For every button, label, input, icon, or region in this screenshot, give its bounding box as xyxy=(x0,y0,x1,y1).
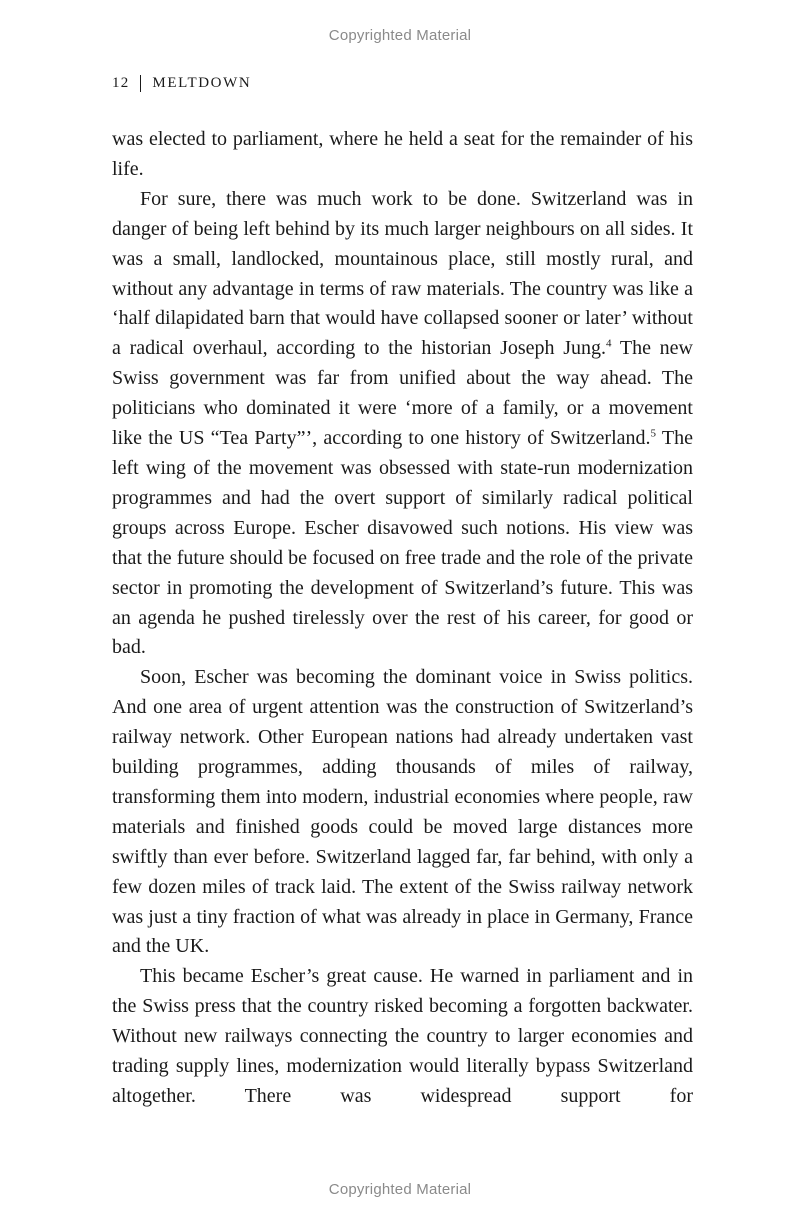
copyright-watermark-bottom: Copyrighted Material xyxy=(328,1181,472,1198)
paragraph-1: was elected to parliament, where he held a seat for the remainder of his life. xyxy=(112,128,693,180)
paragraph-2-part-c: The left wing of the movement was obsessed with state-run modernization programmes and had the overt support of similarly radical political groups across Europe. Escher disavowed such notions. His view was that the future should be focused on free trade and the role of the private sector in promoting the development of Switzerland’s future. This was an agenda he pushed tirelessly over the rest of his career, for good or bad. xyxy=(112,427,693,659)
paragraph-4: This became Escher’s great cause. He warned in parliament and in the Swiss press that the country risked becoming a forgotten backwater. Without new railways connecting the country to larger economies and trading supply lines, modernization would literally bypass Switzerland altogether. There was widespread support for xyxy=(112,965,693,1107)
body-text xyxy=(112,125,693,1112)
header-separator xyxy=(140,75,141,92)
running-head xyxy=(112,75,251,92)
paragraph-3: Soon, Escher was becoming the dominant voice in Swiss politics. And one area of urgent attention was the construction of Switzerland’s railway network. Other European nations had already undertaken vast building programmes, adding thousands of miles of railway, transforming them into modern, industrial economies where people, raw materials and finished goods could be moved large distances more swiftly than ever before. Switzerland lagged far, far behind, with only a few dozen miles of track laid. The extent of the Swiss railway network was just a tiny fraction of what was already in place in Germany, France and the UK. xyxy=(112,666,693,958)
paragraph-2-part-a: For sure, there was much work to be done. Switzerland was in danger of being left behind by its much larger neighbours on all sides. It was a small, landlocked, mountainous place, still mostly rural, and without any advantage in terms of raw materials. The country was like a ‘half dilapidated barn that would have collapsed sooner or later’ without a radical overhaul, according to the historian Joseph Jung. xyxy=(112,187,693,360)
copyright-watermark-top: Copyrighted Material xyxy=(328,27,472,44)
paragraph-2 xyxy=(112,185,693,664)
page-number: 12 xyxy=(112,75,130,91)
book-title: MELTDOWN xyxy=(152,75,252,91)
footnote-ref-4: 4 xyxy=(606,337,612,350)
footnote-ref-5: 5 xyxy=(650,427,657,440)
paragraph-2-part-b: The new Swiss government was far from unified about the way ahead. The politicians who dominated it were ‘more of a family, or a movement like the US “Tea Party”’, according to one history of Switzerland. xyxy=(112,337,693,450)
